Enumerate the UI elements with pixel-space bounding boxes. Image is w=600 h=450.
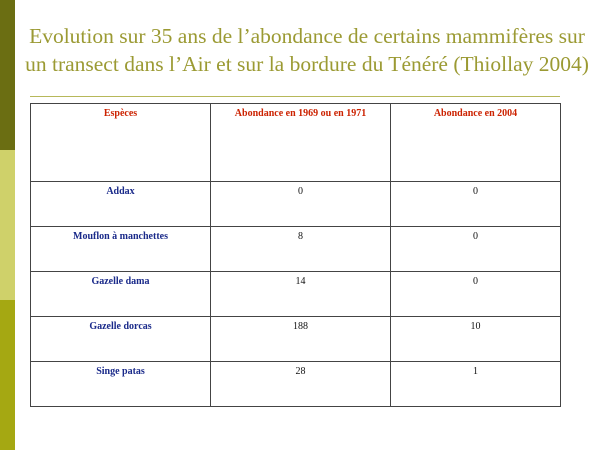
side-bar-bottom bbox=[0, 300, 15, 450]
abundance-2004-cell: 10 bbox=[391, 317, 561, 362]
table-row bbox=[31, 272, 561, 317]
table-row bbox=[31, 362, 561, 407]
table-header-row bbox=[31, 104, 561, 182]
abundance-2004-cell: 0 bbox=[391, 182, 561, 227]
species-cell: Mouflon à manchettes bbox=[31, 227, 211, 272]
side-bar-top bbox=[0, 0, 15, 150]
abundance-1969-1971-cell: 0 bbox=[211, 182, 391, 227]
abundance-1969-1971-cell: 8 bbox=[211, 227, 391, 272]
side-bar-middle bbox=[0, 150, 15, 300]
title-divider bbox=[30, 96, 560, 97]
species-cell: Singe patas bbox=[31, 362, 211, 407]
abundance-2004-cell: 0 bbox=[391, 272, 561, 317]
table-row bbox=[31, 227, 561, 272]
abundance-2004-cell: 1 bbox=[391, 362, 561, 407]
species-cell: Addax bbox=[31, 182, 211, 227]
abundance-1969-1971-cell: 188 bbox=[211, 317, 391, 362]
table-row bbox=[31, 182, 561, 227]
table-row bbox=[31, 317, 561, 362]
abundance-2004-cell: 0 bbox=[391, 227, 561, 272]
abundance-1969-1971-cell: 28 bbox=[211, 362, 391, 407]
abundance-table bbox=[30, 103, 561, 407]
species-cell: Gazelle dama bbox=[31, 272, 211, 317]
header-abundance-1969-1971: Abondance en 1969 ou en 1971 bbox=[211, 104, 391, 182]
slide-title: Evolution sur 35 ans de l’abondance de certains mammifères sur un transect dans l’Air et sur la bordure du Ténéré (Thiollay 2004) bbox=[25, 24, 589, 77]
abundance-1969-1971-cell: 14 bbox=[211, 272, 391, 317]
header-abundance-2004: Abondance en 2004 bbox=[391, 104, 561, 182]
header-species: Espèces bbox=[31, 104, 211, 182]
species-cell: Gazelle dorcas bbox=[31, 317, 211, 362]
